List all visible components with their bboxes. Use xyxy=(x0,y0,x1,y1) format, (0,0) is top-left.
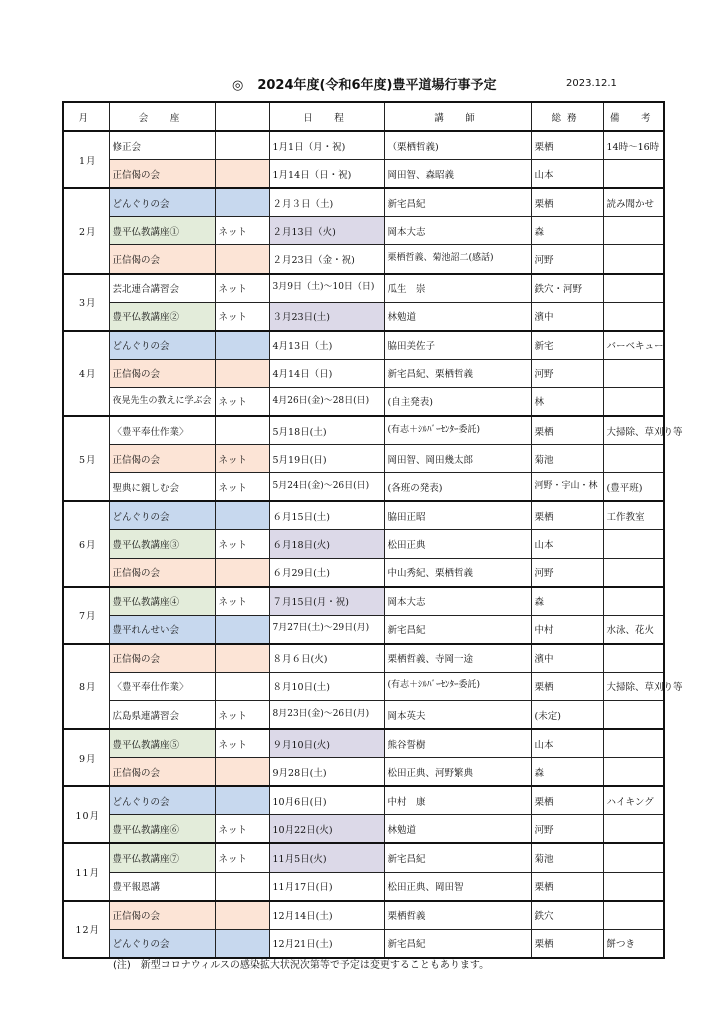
manager-cell: 河野 xyxy=(531,815,603,844)
date-cell: 9月28日(土) xyxy=(269,758,384,787)
lecturer-cell: 岡本英夫 xyxy=(384,700,531,729)
online-cell xyxy=(215,929,269,958)
table-row xyxy=(63,530,664,558)
manager-cell: 山本 xyxy=(531,530,603,558)
session-cell: 広島県連講習会 xyxy=(109,700,215,729)
table-row xyxy=(63,815,664,844)
month-cell: 1月 xyxy=(63,131,109,188)
session-cell: 修正会 xyxy=(109,131,215,160)
remarks-cell: 大掃除、草刈り等 xyxy=(603,672,664,700)
header-remarks: 備 考 xyxy=(603,102,664,131)
table-row xyxy=(63,929,664,958)
table-row xyxy=(63,387,664,416)
session-cell: 正信偈の会 xyxy=(109,245,215,274)
manager-cell: 山本 xyxy=(531,160,603,189)
date-cell: 5月24日(金)～26日(日) xyxy=(269,473,384,502)
online-cell: ネット xyxy=(215,587,269,616)
online-cell xyxy=(215,672,269,700)
manager-cell: 栗栖 xyxy=(531,872,603,901)
online-cell: ネット xyxy=(215,530,269,558)
remarks-cell xyxy=(603,644,664,673)
online-cell xyxy=(215,901,269,930)
manager-cell: 栗栖 xyxy=(531,131,603,160)
lecturer-cell: 熊谷誓樹 xyxy=(384,729,531,758)
date-cell: 12月14日(土) xyxy=(269,901,384,930)
schedule-table xyxy=(62,101,683,959)
manager-cell: 森 xyxy=(531,587,603,616)
session-cell: 芸北連合講習会 xyxy=(109,274,215,303)
header-date: 日 程 xyxy=(269,102,384,131)
online-cell: ネット xyxy=(215,302,269,331)
online-cell xyxy=(215,188,269,217)
lecturer-cell: 松田正典、河野繁典 xyxy=(384,758,531,787)
remarks-cell xyxy=(603,359,664,387)
bullseye-icon: ◎ xyxy=(232,78,244,93)
remarks-cell: 餅つき xyxy=(603,929,664,958)
table-row xyxy=(63,587,664,616)
remarks-cell xyxy=(603,872,664,901)
remarks-cell xyxy=(603,217,664,245)
date-cell: ８月６日(火) xyxy=(269,644,384,673)
online-cell: ネット xyxy=(215,473,269,502)
table-row xyxy=(63,188,664,217)
issued-date: 2023.12.1 xyxy=(566,78,617,89)
date-cell: 4月13日（土) xyxy=(269,331,384,360)
table-row xyxy=(63,758,664,787)
manager-cell: 河野 xyxy=(531,558,603,587)
online-cell: ネット xyxy=(215,445,269,473)
date-cell: ３月23日(土) xyxy=(269,302,384,331)
lecturer-cell: （栗栖哲義) xyxy=(384,131,531,160)
month-cell: 8月 xyxy=(63,644,109,729)
table-row xyxy=(63,672,664,700)
date-cell: ２月23日（金・祝) xyxy=(269,245,384,274)
manager-cell: 新宅 xyxy=(531,331,603,360)
remarks-cell: (豊平班) xyxy=(603,473,664,502)
remarks-cell xyxy=(603,558,664,587)
month-cell: 4月 xyxy=(63,331,109,416)
lecturer-cell: 松田正典 xyxy=(384,530,531,558)
month-cell: 12月 xyxy=(63,901,109,958)
remarks-cell xyxy=(603,274,664,303)
table-row xyxy=(63,843,664,872)
online-cell xyxy=(215,131,269,160)
month-cell: 5月 xyxy=(63,416,109,501)
session-cell: どんぐりの会 xyxy=(109,501,215,530)
manager-cell: 濱中 xyxy=(531,302,603,331)
session-cell: どんぐりの会 xyxy=(109,929,215,958)
lecturer-cell: (有志＋ｼﾙﾊﾞｰｾﾝﾀｰ委託) xyxy=(384,672,531,700)
table-row xyxy=(63,359,664,387)
manager-cell: 森 xyxy=(531,758,603,787)
table-row xyxy=(63,217,664,245)
session-cell: 豊平仏教講座⑦ xyxy=(109,843,215,872)
lecturer-cell: 岡本大志 xyxy=(384,587,531,616)
session-cell: 聖典に親しむ会 xyxy=(109,473,215,502)
lecturer-cell: 新宅昌紀、栗栖哲義 xyxy=(384,359,531,387)
lecturer-cell: 中山秀紀、栗栖哲義 xyxy=(384,558,531,587)
date-cell: 12月21日(土) xyxy=(269,929,384,958)
remarks-cell: 工作教室 xyxy=(603,501,664,530)
remarks-cell xyxy=(603,530,664,558)
manager-cell: 森 xyxy=(531,217,603,245)
remarks-cell xyxy=(603,843,664,872)
date-cell: 8月23日(金)～26日(月) xyxy=(269,700,384,729)
lecturer-cell: 新宅昌紀 xyxy=(384,843,531,872)
online-cell: ネット xyxy=(215,700,269,729)
date-cell: 1月1日（月・祝) xyxy=(269,131,384,160)
remarks-cell: 読み聞かせ xyxy=(603,188,664,217)
date-cell: 11月5日(火) xyxy=(269,843,384,872)
table-row xyxy=(63,872,664,901)
header-online xyxy=(215,102,269,131)
session-cell: 〈豊平奉仕作業〉 xyxy=(109,672,215,700)
remarks-cell xyxy=(603,815,664,844)
manager-cell: 林 xyxy=(531,387,603,416)
table-row xyxy=(63,558,664,587)
remarks-cell: 水泳、花火 xyxy=(603,615,664,644)
online-cell xyxy=(215,758,269,787)
lecturer-cell: 岡田智、森昭義 xyxy=(384,160,531,189)
table-row xyxy=(63,501,664,530)
lecturer-cell: 新宅昌紀 xyxy=(384,188,531,217)
date-cell: ９月10日(火) xyxy=(269,729,384,758)
month-cell: 2月 xyxy=(63,188,109,273)
manager-cell: 濱中 xyxy=(531,644,603,673)
table-row xyxy=(63,445,664,473)
session-cell: 夜晃先生の教えに学ぶ会 xyxy=(109,387,215,416)
lecturer-cell: 林勉道 xyxy=(384,815,531,844)
online-cell xyxy=(215,160,269,189)
manager-cell: 鉄穴 xyxy=(531,901,603,930)
lecturer-cell: 松田正典、岡田智 xyxy=(384,872,531,901)
manager-cell: 山本 xyxy=(531,729,603,758)
date-cell: ２月３日（土) xyxy=(269,188,384,217)
session-cell: 〈豊平奉仕作業〉 xyxy=(109,416,215,445)
session-cell: 正信偈の会 xyxy=(109,558,215,587)
session-cell: 正信偈の会 xyxy=(109,359,215,387)
manager-cell: (未定) xyxy=(531,700,603,729)
table-row xyxy=(63,615,664,644)
lecturer-cell: (自主発表) xyxy=(384,387,531,416)
table-row xyxy=(63,700,664,729)
online-cell xyxy=(215,872,269,901)
manager-cell: 鉄穴・河野 xyxy=(531,274,603,303)
table-row xyxy=(63,901,664,930)
online-cell: ネット xyxy=(215,274,269,303)
remarks-cell: バーベキュー xyxy=(603,331,664,360)
remarks-cell xyxy=(603,245,664,274)
lecturer-cell: 栗栖哲義、菊池詔二(感話) xyxy=(384,245,531,274)
table-row xyxy=(63,160,664,189)
online-cell: ネット xyxy=(215,729,269,758)
session-cell: 正信偈の会 xyxy=(109,445,215,473)
online-cell xyxy=(215,558,269,587)
manager-cell: 菊池 xyxy=(531,445,603,473)
lecturer-cell: 瓜生 崇 xyxy=(384,274,531,303)
manager-cell: 栗栖 xyxy=(531,188,603,217)
lecturer-cell: 新宅昌紀 xyxy=(384,615,531,644)
table-row xyxy=(63,274,664,303)
lecturer-cell: (有志＋ｼﾙﾊﾞｰｾﾝﾀｰ委託) xyxy=(384,416,531,445)
session-cell: どんぐりの会 xyxy=(109,331,215,360)
table-row xyxy=(63,416,664,445)
remarks-cell xyxy=(603,587,664,616)
footnote: (注) 新型コロナウィルスの感染拡大状況次第等で予定は変更することもあります。 xyxy=(113,960,490,971)
manager-cell: 河野 xyxy=(531,245,603,274)
lecturer-cell: 林勉道 xyxy=(384,302,531,331)
session-cell: 正信偈の会 xyxy=(109,644,215,673)
date-cell: ６月18日(火) xyxy=(269,530,384,558)
header-manager: 総務 xyxy=(531,102,603,131)
online-cell: ネット xyxy=(215,815,269,844)
table-row xyxy=(63,786,664,815)
date-cell: 1月14日（日・祝) xyxy=(269,160,384,189)
lecturer-cell: 岡本大志 xyxy=(384,217,531,245)
date-cell: 4月26日(金)～28日(日) xyxy=(269,387,384,416)
month-cell: 3月 xyxy=(63,274,109,331)
lecturer-cell: 岡田智、岡田幾太郎 xyxy=(384,445,531,473)
manager-cell: 栗栖 xyxy=(531,416,603,445)
lecturer-cell: 栗栖哲義、寺岡一途 xyxy=(384,644,531,673)
remarks-cell xyxy=(603,302,664,331)
online-cell xyxy=(215,644,269,673)
session-cell: 豊平仏教講座⑤ xyxy=(109,729,215,758)
manager-cell: 菊池 xyxy=(531,843,603,872)
manager-cell: 栗栖 xyxy=(531,672,603,700)
remarks-cell xyxy=(603,901,664,930)
date-cell: ６月29日(土) xyxy=(269,558,384,587)
month-cell: 7月 xyxy=(63,587,109,644)
date-cell: 4月14日（日) xyxy=(269,359,384,387)
table-row xyxy=(63,644,664,673)
header-row xyxy=(63,102,664,131)
online-cell: ネット xyxy=(215,843,269,872)
lecturer-cell: 新宅昌紀 xyxy=(384,929,531,958)
remarks-cell xyxy=(603,445,664,473)
session-cell: 豊平仏教講座④ xyxy=(109,587,215,616)
lecturer-cell: 脇田美佐子 xyxy=(384,331,531,360)
manager-cell: 河野 xyxy=(531,359,603,387)
remarks-cell: 大掃除、草刈り等 xyxy=(603,416,664,445)
lecturer-cell: 中村 康 xyxy=(384,786,531,815)
manager-cell: 栗栖 xyxy=(531,786,603,815)
remarks-cell xyxy=(603,729,664,758)
date-cell: 5月18日(土) xyxy=(269,416,384,445)
session-cell: どんぐりの会 xyxy=(109,786,215,815)
online-cell: ネット xyxy=(215,387,269,416)
remarks-cell: ハイキング xyxy=(603,786,664,815)
online-cell xyxy=(215,331,269,360)
online-cell xyxy=(215,359,269,387)
date-cell: ７月15日(月・祝) xyxy=(269,587,384,616)
remarks-cell xyxy=(603,387,664,416)
online-cell xyxy=(215,786,269,815)
month-cell: 9月 xyxy=(63,729,109,786)
manager-cell: 栗栖 xyxy=(531,501,603,530)
month-cell: 6月 xyxy=(63,501,109,586)
date-cell: ８月10日(土) xyxy=(269,672,384,700)
table-row xyxy=(63,331,664,360)
session-cell: 豊平仏教講座⑥ xyxy=(109,815,215,844)
manager-cell: 河野・宇山・林 xyxy=(531,473,603,502)
session-cell: 豊平仏教講座② xyxy=(109,302,215,331)
date-cell: ６月15日(土) xyxy=(269,501,384,530)
month-cell: 11月 xyxy=(63,843,109,900)
session-cell: 正信偈の会 xyxy=(109,160,215,189)
manager-cell: 中村 xyxy=(531,615,603,644)
session-cell: 豊平報恩講 xyxy=(109,872,215,901)
remarks-cell xyxy=(603,160,664,189)
header-month: 月 xyxy=(63,102,109,131)
lecturer-cell: (各班の発表) xyxy=(384,473,531,502)
session-cell: 豊平れんせい会 xyxy=(109,615,215,644)
header-lecturer: 講 師 xyxy=(384,102,531,131)
table-row xyxy=(63,473,664,502)
session-cell: 豊平仏教講座③ xyxy=(109,530,215,558)
table-row xyxy=(63,131,664,160)
online-cell: ネット xyxy=(215,217,269,245)
lecturer-cell: 栗栖哲義 xyxy=(384,901,531,930)
table-row xyxy=(63,245,664,274)
date-cell: 10月6日(日) xyxy=(269,786,384,815)
date-cell: 3月9日（土)～10日（日) xyxy=(269,274,384,303)
title-text: 2024年度(令和6年度)豊平道場行事予定 xyxy=(257,78,497,93)
lecturer-cell: 脇田正昭 xyxy=(384,501,531,530)
date-cell: 11月17日(日) xyxy=(269,872,384,901)
manager-cell: 栗栖 xyxy=(531,929,603,958)
online-cell xyxy=(215,245,269,274)
session-cell: どんぐりの会 xyxy=(109,188,215,217)
session-cell: 正信偈の会 xyxy=(109,901,215,930)
remarks-cell: 14時～16時 xyxy=(603,131,664,160)
page-title xyxy=(232,74,496,93)
table-row xyxy=(63,302,664,331)
remarks-cell xyxy=(603,758,664,787)
date-cell: 7月27日(土)～29日(月) xyxy=(269,615,384,644)
remarks-cell xyxy=(603,700,664,729)
online-cell xyxy=(215,416,269,445)
month-cell: 10月 xyxy=(63,786,109,843)
date-cell: 10月22日(火) xyxy=(269,815,384,844)
session-cell: 正信偈の会 xyxy=(109,758,215,787)
header-session: 会 座 xyxy=(109,102,215,131)
online-cell xyxy=(215,615,269,644)
online-cell xyxy=(215,501,269,530)
date-cell: 5月19日(日) xyxy=(269,445,384,473)
session-cell: 豊平仏教講座① xyxy=(109,217,215,245)
date-cell: ２月13日（火) xyxy=(269,217,384,245)
table-row xyxy=(63,729,664,758)
